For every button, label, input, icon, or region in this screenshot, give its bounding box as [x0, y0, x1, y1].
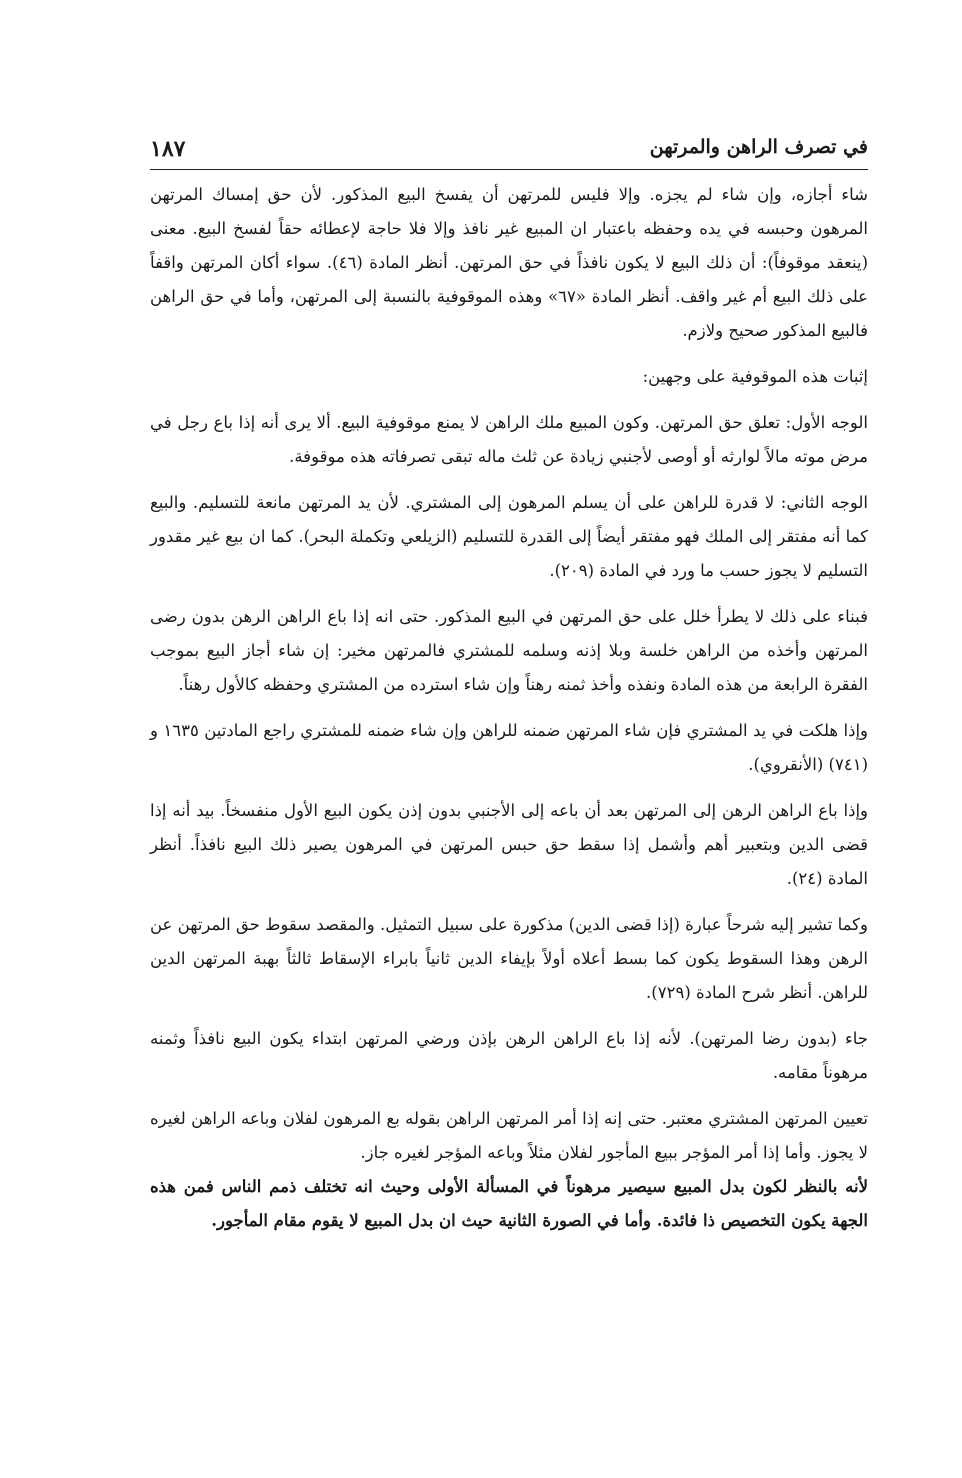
body-text — [150, 178, 868, 1250]
paragraph-consequence: فبناء على ذلك لا يطرأ خلل على حق المرتهن في البيع المذكور. حتى انه إذا باع الراهن الرهن بدون رضى المرتهن وأخذه من الراهن خلسة وبلا إذنه وسلمه للمشتري فالمرتهن مخير: إن شاء أجاز البيع بموجب الفقرة الرابعة من هذه المادة ونفذه وأخذ ثمنه رهناً وإن شاء استرده من المشتري وحفظه كالأول رهناً. — [150, 607, 868, 694]
paragraph-reason: لأنه بالنظر لكون بدل المبيع سيصير مرهوناً في المسألة الأولى وحيث انه تختلف ذمم الناس فمن هذه الجهة يكون التخصيص ذا فائدة. وأما في الصورة الثانية حيث ان بدل المبيع لا يقوم مقام المأجور. — [150, 1177, 868, 1230]
page-header — [150, 132, 868, 168]
page-number: ١٨٧ — [150, 136, 186, 162]
paragraph-1: شاء أجازه، وإن شاء لم يجزه. وإلا فليس للمرتهن أن يفسخ البيع المذكور. لأن حق إمساك المرتهن المرهون وحبسه في يده وحفظه باعتبار ان المبيع غير نافذ وإلا فلا حاجة لإعطائه حقاً لفسخ البيع. معنى (ينعقد موقوفاً): أن ذلك البيع لا يكون نافذاً في حق المرتهن. أنظر المادة (٤٦). سواء أكان المرتهن واقفاً على ذلك البيع أم غير واقف. أنظر المادة «٦٧» وهذه الموقوفية بالنسبة إلى المرتهن، وأما في حق الراهن فالبيع المذكور صحيح ولازم. — [150, 185, 869, 340]
header-rule — [150, 169, 868, 170]
paragraph-perished: وإذا هلكت في يد المشتري فإن شاء المرتهن ضمنه للراهن وإن شاء ضمنه للمشتري راجع المادتين ١٦٣٥ و (٧٤١) (الأنقروي). — [150, 721, 869, 774]
section-heading: إثبات هذه الموقوفية على وجهين: — [642, 367, 868, 386]
paragraph-sale-to-pledgee: وإذا باع الراهن الرهن إلى المرتهن بعد أن باعه إلى الأجنبي بدون إذن يكون البيع الأول منفسخاً. بيد أنه إذا قضى الدين وبتعبير أهم وأشمل إذا سقط حق حبس المرتهن في المرهون يصير ذلك البيع نافذاً. أنظر المادة (٢٤). — [150, 801, 868, 888]
paragraph-first-aspect: الوجه الأول: تعلق حق المرتهن. وكون المبيع ملك الراهن لا يمنع موقوفية البيع. ألا يرى أنه إذا باع رجل في مرض موته مالاً لوارثه أو أوصى لأجنبي زيادة عن ثلث ماله تبقى تصرفاته هذه موقوفة. — [150, 413, 868, 466]
running-title: في تصرف الراهن والمرتهن — [649, 136, 868, 158]
paragraph-second-aspect: الوجه الثاني: لا قدرة للراهن على أن يسلم المرهون إلى المشتري. لأن يد المرتهن مانعة للتسليم. والبيع كما أنه مفتقر إلى الملك فهو مفتقر أيضاً إلى القدرة للتسليم (الزيلعي وتكملة البحر). كما ان بيع غير مقدور التسليم لا يجوز حسب ما ورد في المادة (٢٠٩). — [150, 493, 868, 580]
paragraph-buyer-designation: تعيين المرتهن المشتري معتبر. حتى إنه إذا أمر المرتهن الراهن بقوله بع المرهون لفلان وباعه الراهن لغيره لا يجوز. وأما إذا أمر المؤجر ببيع المأجور لفلان مثلاً وباعه المؤجر لغيره جاز. — [150, 1109, 868, 1162]
paragraph-without-consent: جاء (بدون رضا المرتهن). لأنه إذا باع الراهن الرهن بإذن ورضي المرتهن ابتداء يكون البيع نافذاً وثمنه مرهوناً مقامه. — [150, 1029, 868, 1082]
paragraph-debt-discharge: وكما تشير إليه شرحاً عبارة (إذا قضى الدين) مذكورة على سبيل التمثيل. والمقصد سقوط حق المرتهن عن الرهن وهذا السقوط يكون كما بسط أعلاه أولاً بإيفاء الدين ثانياً بابراء الإسقاط ثالثاً بهبة المرتهن الدين للراهن. أنظر شرح المادة (٧٢٩). — [150, 915, 868, 1002]
